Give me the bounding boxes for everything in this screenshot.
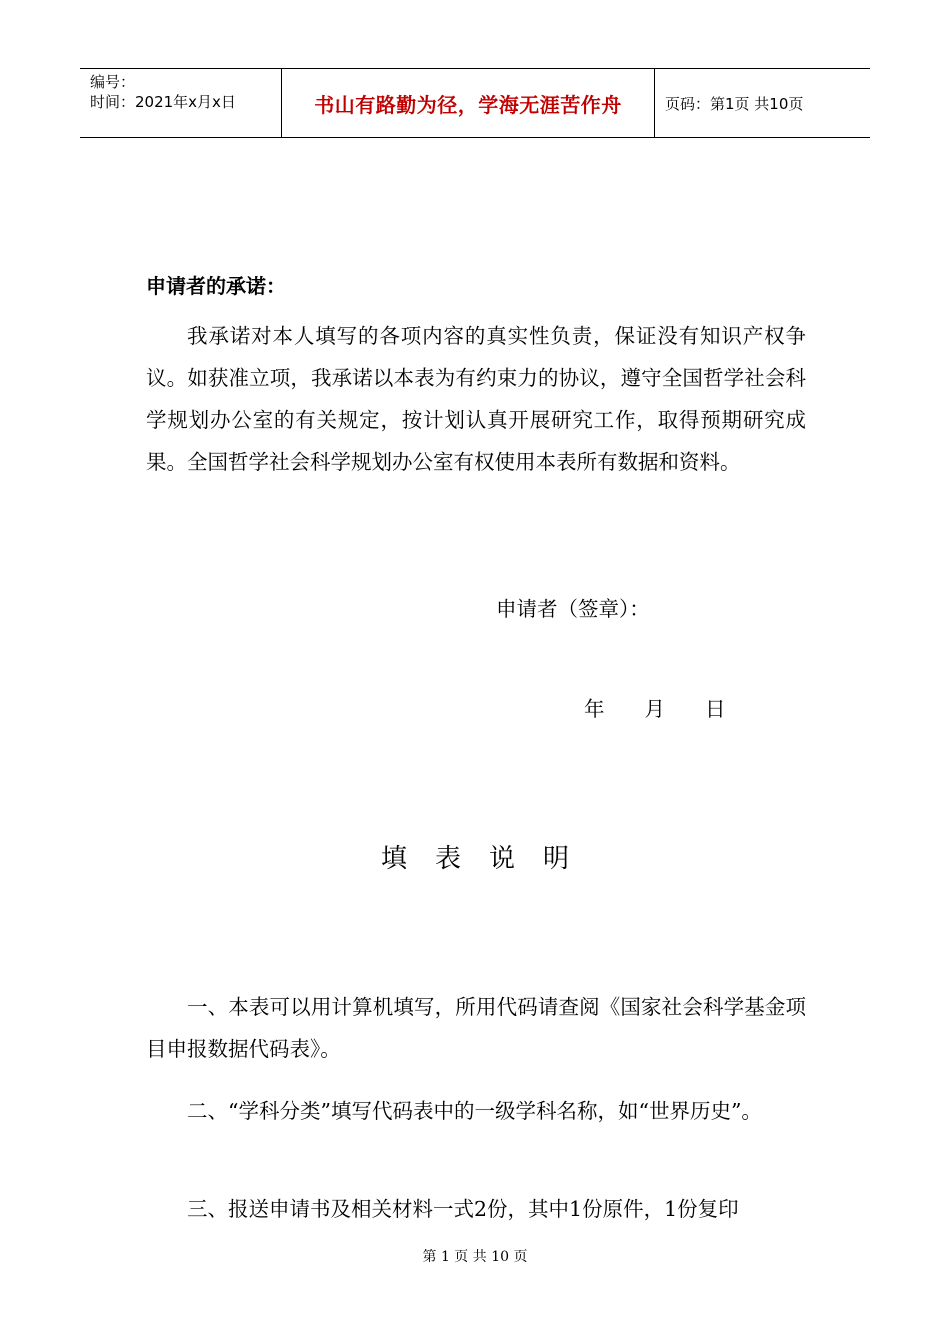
- signature-label: 申请者（签章）：: [496, 597, 650, 621]
- pledge-body: 我承诺对本人填写的各项内容的真实性负责，保证没有知识产权争议。如获准立项，我承诺以本表为有约束力的协议，遵守全国哲学社会科学规划办公室的有关规定，按计划认真开展研究工作，取得预期研究成果。全国哲学社会科学规划办公室有权使用本表所有数据和资料。: [146, 324, 806, 474]
- instructions-title: 填表说明: [380, 844, 597, 874]
- page-header: [80, 68, 870, 138]
- header-page-info: 页码：第1页 共10页: [665, 94, 804, 113]
- time-label: 时间：2021年x月x日: [90, 93, 236, 111]
- header-motto: 书山有路勤为径，学海无涯苦作舟: [282, 69, 655, 137]
- instruction-item-2: 二、“学科分类”填写代码表中的一级学科名称，如“世界历史”。: [187, 1099, 762, 1123]
- signature-date: [584, 692, 726, 722]
- instruction-item-3: 三、报送申请书及相关材料一式2份，其中1份原件，1份复印: [187, 1197, 739, 1221]
- pledge-heading: 申请者的承诺：: [146, 274, 286, 298]
- date-month: 月: [644, 697, 665, 721]
- date-day: 日: [705, 697, 726, 721]
- date-year: 年: [584, 697, 605, 721]
- header-meta: [80, 69, 282, 137]
- number-label: 编号：: [90, 73, 136, 91]
- instruction-item-1: 一、本表可以用计算机填写，所用代码请查阅《国家社会科学基金项目申报数据代码表》。: [146, 995, 806, 1061]
- page-footer: 第 1 页 共 10 页: [422, 1249, 528, 1265]
